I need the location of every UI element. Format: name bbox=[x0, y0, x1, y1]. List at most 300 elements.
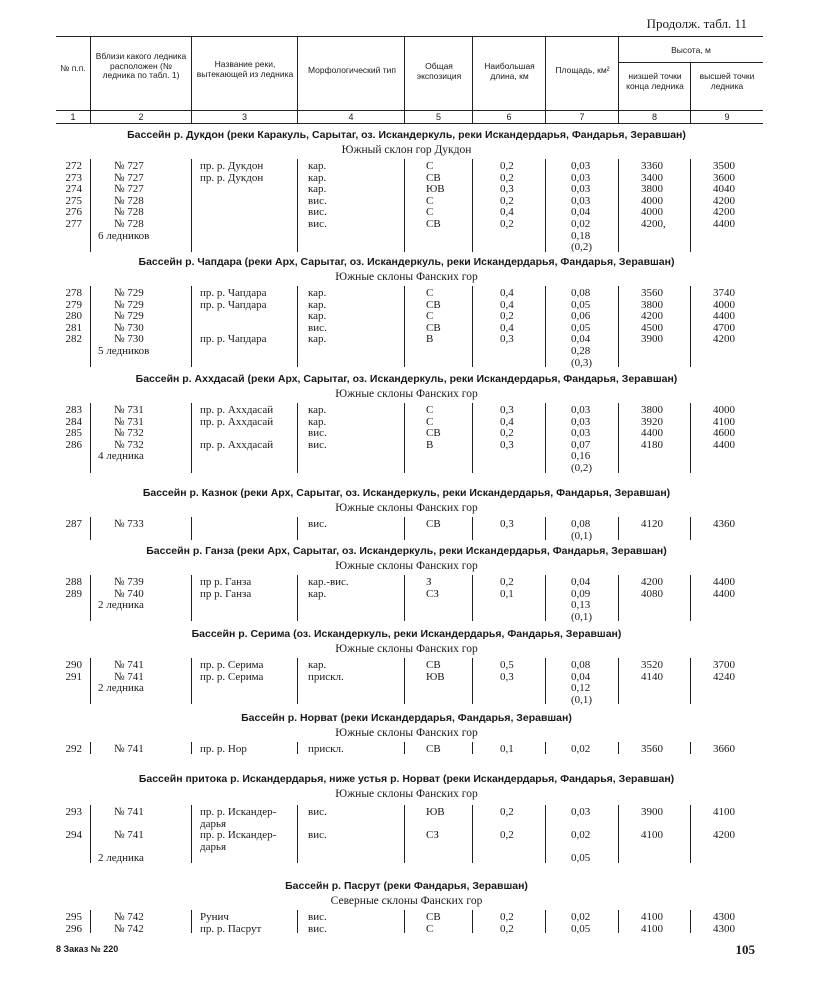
column-separator bbox=[472, 403, 473, 473]
river-name: пр. р. Аххдасай bbox=[200, 438, 274, 451]
exposure: СВ bbox=[426, 518, 441, 530]
height-high: 4200 bbox=[713, 206, 735, 219]
total-area-rounded: (0,2) bbox=[571, 241, 593, 254]
column-separator bbox=[90, 286, 91, 367]
area-km2: 0,04 bbox=[571, 206, 591, 219]
length-km: 0,2 bbox=[500, 160, 514, 172]
height-high: 3700 bbox=[713, 659, 735, 671]
header-separator bbox=[191, 36, 192, 123]
column-separator bbox=[404, 286, 405, 367]
exposure: С bbox=[426, 194, 434, 207]
length-km: 0,2 bbox=[500, 576, 514, 588]
length-km: 0,2 bbox=[500, 806, 514, 818]
column-separator bbox=[545, 517, 546, 540]
column-separator bbox=[618, 658, 619, 704]
height-high: 4600 bbox=[713, 427, 735, 440]
river-name: пр. р. Аххдасай bbox=[200, 404, 274, 416]
row-number: 281 bbox=[65, 321, 82, 334]
morph-type: кар. bbox=[308, 298, 327, 311]
total-area-rounded: (0,1) bbox=[571, 610, 593, 623]
column-separator bbox=[545, 403, 546, 473]
col-number: 2 bbox=[138, 112, 144, 122]
row-number: 283 bbox=[65, 404, 82, 416]
length-km: 0,2 bbox=[500, 218, 514, 230]
column-separator bbox=[404, 805, 405, 863]
river-name: пр. р. Серима bbox=[200, 659, 264, 671]
total-area: 0,28 bbox=[571, 345, 591, 357]
glacier-ref: № 741 bbox=[114, 659, 144, 671]
column-separator bbox=[690, 159, 691, 252]
col-header-morphology: Морфологический тип bbox=[307, 65, 397, 75]
row-number: 290 bbox=[65, 659, 82, 671]
exposure: СВ bbox=[426, 171, 441, 184]
morph-type: кар. bbox=[308, 415, 327, 428]
header-separator bbox=[404, 36, 405, 123]
glacier-count: 2 ледника bbox=[98, 599, 144, 612]
height-high: 4100 bbox=[713, 806, 735, 818]
basin-heading: Бассейн р. Ганза (реки Арх, Сарытаг, оз. Искандеркуль, реки Искандердарья, Фандарья, Зеравшан) bbox=[146, 545, 667, 557]
length-km: 0,4 bbox=[500, 206, 514, 219]
slope-subheading: Южные склоны Фанских гор bbox=[335, 271, 478, 283]
col-header-exposure: Общая экспозиция bbox=[416, 61, 462, 81]
column-separator bbox=[404, 742, 405, 754]
order-footnote: 8 Заказ № 220 bbox=[56, 944, 119, 954]
height-low: 3360 bbox=[641, 160, 663, 172]
height-high: 4400 bbox=[713, 576, 735, 588]
morph-type: кар.-вис. bbox=[308, 576, 349, 588]
column-separator bbox=[618, 575, 619, 621]
column-separator bbox=[191, 159, 192, 252]
header-top-rule bbox=[56, 36, 763, 37]
basin-heading: Бассейн р. Чапдара (реки Арх, Сарытаг, оз. Искандеркуль, реки Искандердарья, Фандарья, Зеравшан) bbox=[138, 256, 675, 268]
height-low: 4100 bbox=[641, 829, 663, 842]
column-separator bbox=[191, 575, 192, 621]
glacier-ref: № 727 bbox=[114, 183, 144, 196]
height-high: 4240 bbox=[713, 670, 735, 683]
height-high: 4400 bbox=[713, 438, 735, 451]
col-header-height: Высота, м bbox=[671, 45, 711, 55]
glacier-ref: № 731 bbox=[114, 415, 144, 428]
glacier-count: 4 ледника bbox=[98, 450, 144, 463]
height-high: 4100 bbox=[713, 415, 735, 428]
total-area: 0,12 bbox=[571, 682, 591, 695]
height-high: 4200 bbox=[713, 194, 735, 207]
column-separator bbox=[191, 658, 192, 704]
height-high: 3600 bbox=[713, 171, 735, 184]
row-number: 295 bbox=[65, 911, 82, 923]
column-separator bbox=[191, 742, 192, 754]
table-continuation-note: Продолж. табл. 11 bbox=[646, 16, 747, 31]
height-low: 3800 bbox=[641, 298, 663, 311]
glacier-count: 5 ледников bbox=[98, 345, 150, 357]
area-km2: 0,03 bbox=[571, 806, 591, 818]
column-separator bbox=[472, 159, 473, 252]
row-number: 287 bbox=[65, 518, 82, 530]
height-low: 4000 bbox=[641, 194, 663, 207]
column-separator bbox=[90, 658, 91, 704]
slope-subheading: Южные склоны Фанских гор bbox=[335, 560, 478, 572]
exposure: СВ bbox=[426, 298, 441, 311]
morph-type: вис. bbox=[308, 427, 327, 440]
col-header-river: Название реки, вытекающей из ледника bbox=[196, 59, 294, 79]
row-number: 285 bbox=[65, 427, 82, 440]
col-number: 7 bbox=[579, 112, 585, 122]
basin-heading: Бассейн р. Пасрут (реки Фандарья, Зеравшан) bbox=[285, 880, 528, 892]
length-km: 0,4 bbox=[500, 415, 514, 428]
slope-subheading: Южные склоны Фанских гор bbox=[335, 388, 478, 400]
morph-type: кар. bbox=[308, 659, 327, 671]
height-low: 3800 bbox=[641, 404, 663, 416]
column-separator bbox=[690, 517, 691, 540]
column-separator bbox=[618, 742, 619, 754]
glacier-ref: № 727 bbox=[114, 171, 144, 184]
slope-subheading: Южные склоны Фанских гор bbox=[335, 502, 478, 514]
river-name: Рунич bbox=[200, 911, 229, 923]
morph-type: вис. bbox=[308, 321, 327, 334]
area-km2: 0,03 bbox=[571, 171, 591, 184]
length-km: 0,2 bbox=[500, 922, 514, 935]
area-km2: 0,06 bbox=[571, 310, 591, 323]
exposure: В bbox=[426, 438, 434, 451]
total-area: 0,16 bbox=[571, 450, 591, 463]
morph-type: кар. bbox=[308, 160, 327, 172]
morph-type: кар. bbox=[308, 287, 327, 299]
glacier-count: 6 ледников bbox=[98, 229, 150, 242]
column-separator bbox=[690, 575, 691, 621]
row-number: 286 bbox=[65, 438, 82, 451]
column-separator bbox=[90, 910, 91, 933]
header-separator bbox=[618, 36, 619, 123]
area-km2: 0,03 bbox=[571, 404, 591, 416]
col-header-area: Площадь, км² bbox=[555, 65, 610, 75]
col-header-no: № п.п. bbox=[60, 63, 86, 73]
river-name: пр. р. Искандер- bbox=[200, 806, 277, 818]
height-low: 3800 bbox=[641, 183, 663, 196]
height-low: 3400 bbox=[641, 171, 663, 184]
column-separator bbox=[404, 403, 405, 473]
column-separator bbox=[90, 403, 91, 473]
river-name: пр. р. Дукдон bbox=[200, 171, 264, 184]
morph-type: вис. bbox=[308, 911, 327, 923]
glacier-ref: № 731 bbox=[114, 404, 144, 416]
height-low: 3560 bbox=[641, 287, 663, 299]
total-area-rounded: (0,3) bbox=[571, 356, 593, 369]
column-separator bbox=[472, 658, 473, 704]
morph-type: кар. bbox=[308, 310, 327, 323]
height-high: 4300 bbox=[713, 922, 735, 935]
column-separator bbox=[618, 805, 619, 863]
column-separator bbox=[90, 517, 91, 540]
column-separator bbox=[618, 159, 619, 252]
col-number: 8 bbox=[651, 112, 657, 122]
column-separator bbox=[618, 517, 619, 540]
column-separator bbox=[472, 517, 473, 540]
exposure: ЮВ bbox=[426, 670, 445, 683]
column-separator bbox=[191, 517, 192, 540]
glacier-ref: № 729 bbox=[114, 310, 144, 323]
area-km2: 0,04 bbox=[571, 576, 591, 588]
height-low: 3900 bbox=[641, 806, 663, 818]
column-separator bbox=[545, 658, 546, 704]
length-km: 0,1 bbox=[500, 587, 514, 600]
row-number: 276 bbox=[65, 206, 82, 219]
basin-heading: Бассейн р. Дукдон (реки Каракуль, Сарытаг, оз. Искандеркуль, реки Искандердарья, Фандарья, Зеравшан) bbox=[127, 129, 686, 141]
column-separator bbox=[191, 910, 192, 933]
exposure: СВ bbox=[426, 427, 441, 440]
exposure: В bbox=[426, 333, 434, 346]
glacier-ref: № 728 bbox=[114, 206, 144, 219]
height-low: 4140 bbox=[641, 670, 663, 683]
row-number: 280 bbox=[65, 310, 82, 323]
glacier-ref: № 741 bbox=[114, 743, 144, 755]
col-header-height-low: низшей точки конца ледника bbox=[626, 71, 684, 91]
exposure: С bbox=[426, 415, 434, 428]
glacier-ref: № 741 bbox=[114, 670, 144, 683]
length-km: 0,3 bbox=[500, 518, 514, 530]
column-separator bbox=[90, 805, 91, 863]
height-high: 4400 bbox=[713, 587, 735, 600]
area-km2: 0,05 bbox=[571, 922, 591, 935]
col-number: 3 bbox=[241, 112, 247, 122]
column-separator bbox=[297, 910, 298, 933]
column-separator bbox=[545, 159, 546, 252]
glacier-ref: № 741 bbox=[114, 829, 144, 842]
area-km2: 0,03 bbox=[571, 183, 591, 196]
column-separator bbox=[297, 159, 298, 252]
slope-subheading: Южные склоны Фанских гор bbox=[335, 643, 478, 655]
total-area: 0,05 bbox=[571, 852, 591, 865]
length-km: 0,3 bbox=[500, 404, 514, 416]
area-km2: 0,04 bbox=[571, 670, 591, 683]
area-km2: 0,09 bbox=[571, 587, 591, 600]
column-separator bbox=[545, 910, 546, 933]
column-separator bbox=[472, 805, 473, 863]
row-number: 277 bbox=[65, 218, 82, 230]
row-number: 274 bbox=[65, 183, 82, 196]
river-name: пр. р. Серима bbox=[200, 670, 264, 683]
row-number: 282 bbox=[65, 333, 82, 346]
area-km2: 0,04 bbox=[571, 333, 591, 346]
area-km2: 0,07 bbox=[571, 438, 591, 451]
morph-type: вис. bbox=[308, 206, 327, 219]
morph-type: вис. bbox=[308, 806, 327, 818]
header-separator bbox=[90, 36, 91, 123]
area-km2: 0,08 bbox=[571, 659, 591, 671]
morph-type: вис. bbox=[308, 194, 327, 207]
height-high: 4360 bbox=[713, 518, 735, 530]
height-low: 3520 bbox=[641, 659, 663, 671]
header-mid-rule bbox=[56, 110, 763, 111]
river-name-cont: дарья bbox=[200, 840, 227, 853]
column-separator bbox=[90, 742, 91, 754]
height-low: 4200 bbox=[641, 576, 663, 588]
row-number: 272 bbox=[65, 160, 82, 172]
height-low: 4200 bbox=[641, 310, 663, 323]
height-low: 4100 bbox=[641, 911, 663, 923]
glacier-ref: № 732 bbox=[114, 438, 144, 451]
row-number: 273 bbox=[65, 171, 82, 184]
row-number: 292 bbox=[65, 743, 82, 755]
area-km2: 0,02 bbox=[571, 218, 591, 230]
total-area-rounded: (0,1) bbox=[571, 693, 593, 706]
height-low: 3920 bbox=[641, 415, 663, 428]
length-km: 0,2 bbox=[500, 829, 514, 842]
length-km: 0,4 bbox=[500, 321, 514, 334]
area-km2: 0,08 bbox=[571, 287, 591, 299]
length-km: 0,5 bbox=[500, 659, 514, 671]
glacier-ref: № 742 bbox=[114, 922, 144, 935]
glacier-ref: № 730 bbox=[114, 333, 144, 346]
col-header-height-high: высшей точки ледника bbox=[699, 71, 755, 91]
column-separator bbox=[404, 910, 405, 933]
header-separator bbox=[297, 36, 298, 123]
length-km: 0,2 bbox=[500, 427, 514, 440]
length-km: 0,4 bbox=[500, 287, 514, 299]
column-separator bbox=[618, 286, 619, 367]
column-separator bbox=[297, 805, 298, 863]
col-number: 6 bbox=[506, 112, 512, 122]
row-number: 284 bbox=[65, 415, 82, 428]
height-low: 4200, bbox=[641, 218, 666, 230]
column-separator bbox=[191, 805, 192, 863]
river-name: пр. р. Искандер- bbox=[200, 829, 277, 842]
height-high: 4000 bbox=[713, 298, 735, 311]
column-separator bbox=[545, 805, 546, 863]
total-area: (0,1) bbox=[571, 529, 593, 542]
exposure: ЮВ bbox=[426, 183, 445, 196]
row-number: 288 bbox=[65, 576, 82, 588]
column-separator bbox=[297, 517, 298, 540]
column-separator bbox=[297, 403, 298, 473]
column-separator bbox=[404, 159, 405, 252]
glacier-ref: № 733 bbox=[114, 518, 144, 530]
glacier-ref: № 730 bbox=[114, 321, 144, 334]
river-name: пр. р. Чапдара bbox=[200, 333, 267, 346]
exposure: СВ bbox=[426, 321, 441, 334]
river-name: пр. р. Дукдон bbox=[200, 160, 264, 172]
total-area: 0,18 bbox=[571, 229, 591, 242]
row-number: 289 bbox=[65, 587, 82, 600]
column-separator bbox=[297, 742, 298, 754]
column-separator bbox=[297, 575, 298, 621]
column-separator bbox=[690, 403, 691, 473]
column-separator bbox=[472, 575, 473, 621]
height-low: 4100 bbox=[641, 922, 663, 935]
total-area: 0,13 bbox=[571, 599, 591, 612]
area-km2: 0,03 bbox=[571, 194, 591, 207]
height-high: 4300 bbox=[713, 911, 735, 923]
area-km2: 0,02 bbox=[571, 911, 591, 923]
row-number: 293 bbox=[65, 806, 82, 818]
column-separator bbox=[690, 286, 691, 367]
height-high: 3500 bbox=[713, 160, 735, 172]
height-low: 4180 bbox=[641, 438, 663, 451]
morph-type: вис. bbox=[308, 218, 327, 230]
length-km: 0,3 bbox=[500, 183, 514, 196]
basin-heading: Бассейн р. Казнок (реки Арх, Сарытаг, оз. Искандеркуль, реки Искандердарья, Фандарья, Зеравшан) bbox=[142, 487, 671, 499]
glacier-ref: № 728 bbox=[114, 218, 144, 230]
morph-type: кар. bbox=[308, 333, 327, 346]
total-area-rounded: (0,2) bbox=[571, 462, 593, 474]
glacier-ref: № 729 bbox=[114, 298, 144, 311]
glacier-ref: № 732 bbox=[114, 427, 144, 440]
column-separator bbox=[472, 286, 473, 367]
area-km2: 0,03 bbox=[571, 160, 591, 172]
col-header-near-glacier: Вблизи какого ледника расположен (№ ледника по табл. 1) bbox=[95, 51, 187, 80]
row-number: 278 bbox=[65, 287, 82, 299]
river-name: пр. р. Пасрут bbox=[200, 922, 262, 935]
morph-type: кар. bbox=[308, 404, 327, 416]
row-number: 275 bbox=[65, 194, 82, 207]
glacier-ref: № 728 bbox=[114, 194, 144, 207]
morph-type: вис. bbox=[308, 829, 327, 842]
exposure: СВ bbox=[426, 218, 441, 230]
river-name: пр р. Ганза bbox=[200, 587, 252, 600]
slope-subheading: Северные склоны Фанских гор bbox=[330, 895, 483, 907]
column-separator bbox=[618, 403, 619, 473]
exposure: СЗ bbox=[426, 587, 439, 600]
column-separator bbox=[404, 517, 405, 540]
morph-type: кар. bbox=[308, 587, 327, 600]
header-separator bbox=[545, 36, 546, 123]
exposure: С bbox=[426, 206, 434, 219]
height-low: 4400 bbox=[641, 427, 663, 440]
column-separator bbox=[545, 286, 546, 367]
column-separator bbox=[690, 658, 691, 704]
length-km: 0,2 bbox=[500, 171, 514, 184]
exposure: С bbox=[426, 310, 434, 323]
height-low: 3560 bbox=[641, 743, 663, 755]
exposure: СЗ bbox=[426, 829, 439, 842]
height-low: 3900 bbox=[641, 333, 663, 346]
river-name: пр. р. Чапдара bbox=[200, 287, 267, 299]
col-number: 1 bbox=[70, 112, 76, 122]
area-km2: 0,05 bbox=[571, 321, 591, 334]
exposure: С bbox=[426, 922, 434, 935]
slope-subheading: Южный склон гор Дукдон bbox=[341, 144, 472, 156]
river-name: пр. р. Нор bbox=[200, 743, 247, 755]
length-km: 0,3 bbox=[500, 333, 514, 346]
column-separator bbox=[545, 742, 546, 754]
length-km: 0,2 bbox=[500, 911, 514, 923]
height-low: 4080 bbox=[641, 587, 663, 600]
height-low: 4120 bbox=[641, 518, 663, 530]
col-number: 9 bbox=[724, 112, 730, 122]
height-high: 4200 bbox=[713, 333, 735, 346]
height-high: 4400 bbox=[713, 310, 735, 323]
column-separator bbox=[618, 910, 619, 933]
header-separator bbox=[472, 36, 473, 123]
river-name: пр. р. Аххдасай bbox=[200, 415, 274, 428]
length-km: 0,1 bbox=[500, 743, 514, 755]
height-high: 4700 bbox=[713, 321, 735, 334]
area-km2: 0,03 bbox=[571, 415, 591, 428]
exposure: СВ bbox=[426, 911, 441, 923]
column-separator bbox=[472, 742, 473, 754]
basin-heading: Бассейн р. Норват (реки Искандердарья, Фандарья, Зеравшан) bbox=[241, 712, 572, 724]
river-name: пр. р. Чапдара bbox=[200, 298, 267, 311]
area-km2: 0,02 bbox=[571, 743, 591, 755]
morph-type: кар. bbox=[308, 171, 327, 184]
area-km2: 0,03 bbox=[571, 427, 591, 440]
header-bottom-rule bbox=[56, 123, 763, 124]
height-low: 4000 bbox=[641, 206, 663, 219]
column-separator bbox=[472, 910, 473, 933]
column-separator bbox=[690, 910, 691, 933]
morph-type: вис. bbox=[308, 922, 327, 935]
column-separator bbox=[297, 286, 298, 367]
river-name-cont: дарья bbox=[200, 817, 227, 830]
